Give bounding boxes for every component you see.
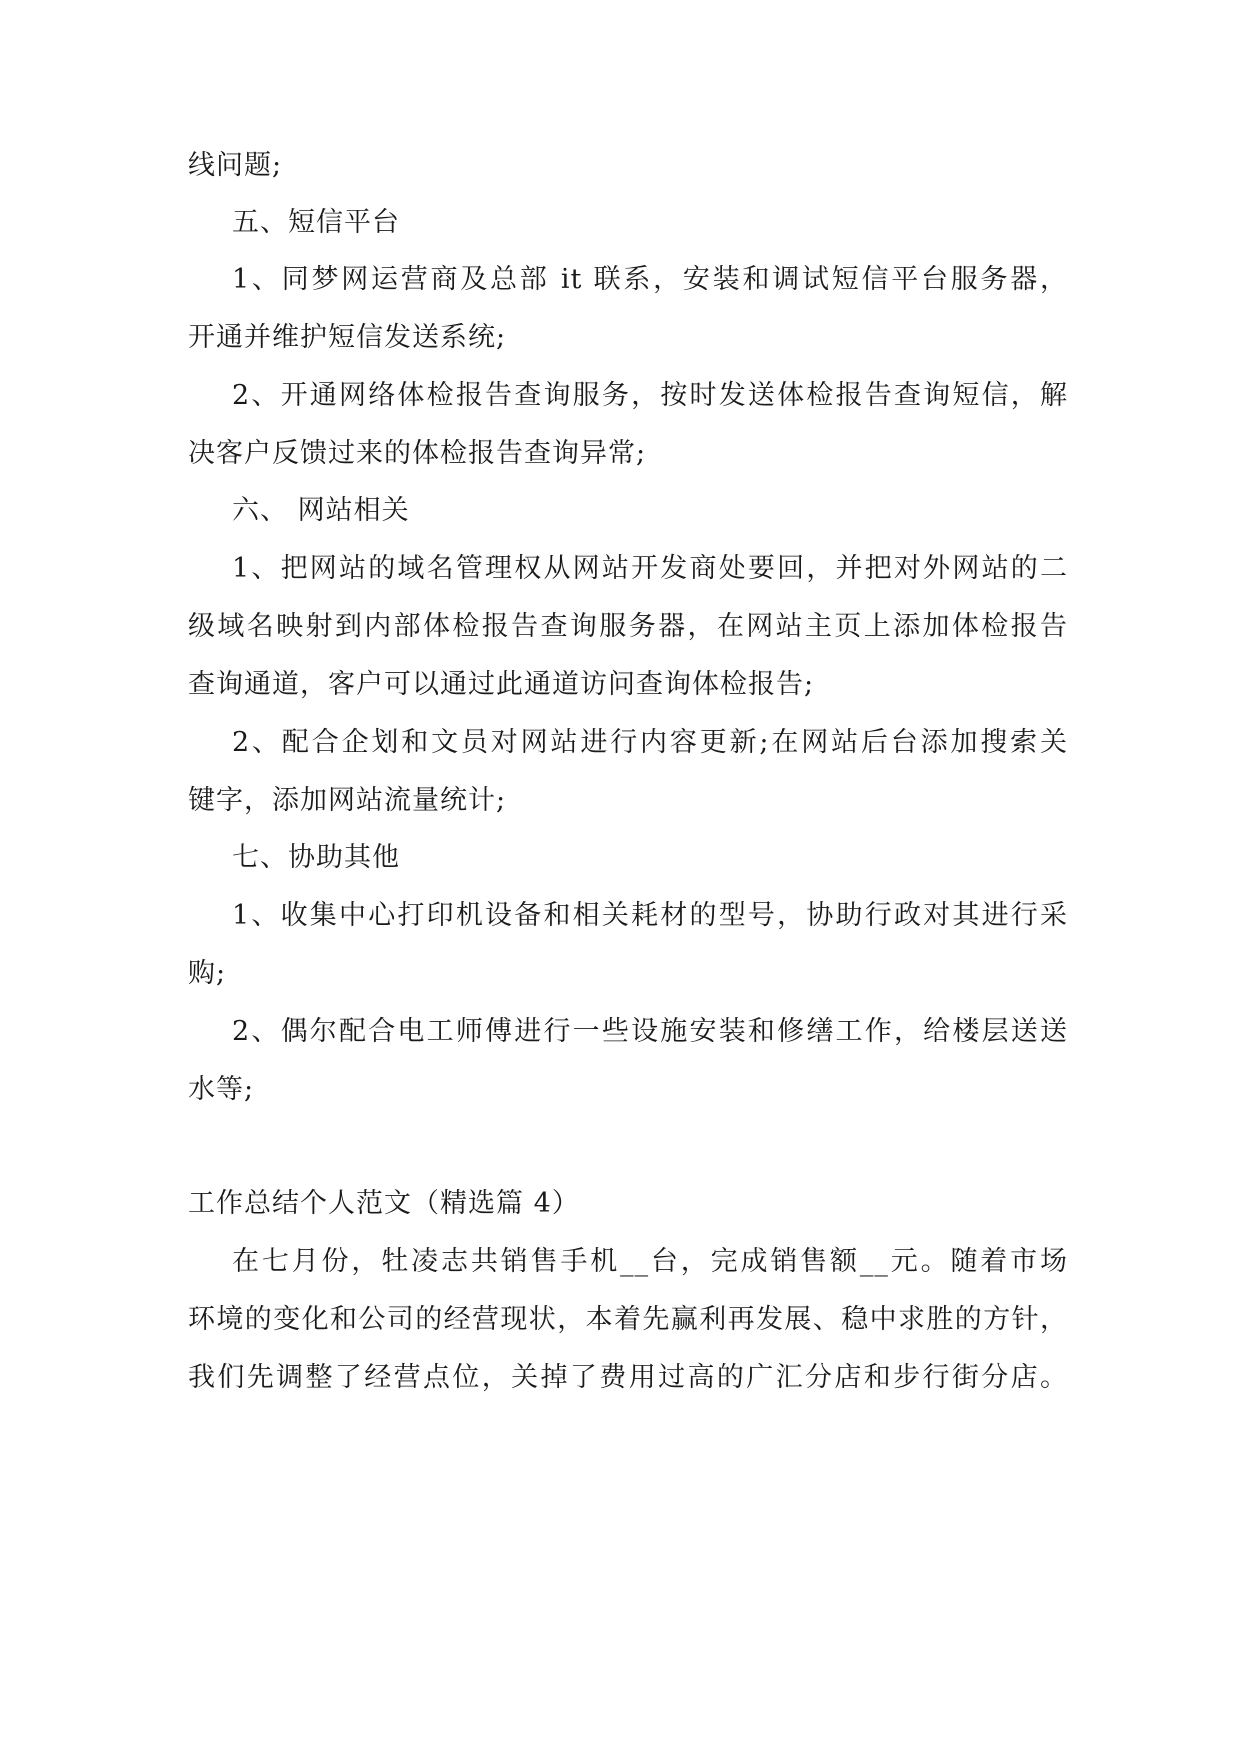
paragraph-line: 开通并维护短信发送系统; [188, 322, 507, 353]
paragraph-line: 1、收集中心打印机设备和相关耗材的型号，协助行政对其进行采 [232, 900, 1068, 931]
paragraph-line: 环境的变化和公司的经营现状，本着先赢利再发展、稳中求胜的方针， [188, 1304, 1068, 1335]
paragraph-line: 级域名映射到内部体检报告查询服务器，在网站主页上添加体检报告 [188, 611, 1068, 642]
section-heading-assist-other: 七、协助其他 [232, 842, 400, 873]
paragraph-line: 查询通道，客户可以通过此通道访问查询体检报告; [188, 669, 815, 700]
paragraph-line: 我们先调整了经营点位，关掉了费用过高的广汇分店和步行街分店。 [188, 1362, 1068, 1393]
paragraph-line: 2、配合企划和文员对网站进行内容更新;在网站后台添加搜索关 [232, 727, 1068, 758]
paragraph-line: 水等; [188, 1074, 255, 1105]
paragraph-line: 决客户反馈过来的体检报告查询异常; [188, 438, 647, 469]
section-heading-website: 六、 网站相关 [232, 495, 410, 526]
paragraph-line: 键字，添加网站流量统计; [188, 785, 507, 816]
paragraph-line: 1、把网站的域名管理权从网站开发商处要回，并把对外网站的二 [232, 553, 1068, 584]
paragraph-line: 购; [188, 958, 227, 989]
paragraph-line: 2、偶尔配合电工师傅进行一些设施安装和修缮工作，给楼层送送 [232, 1016, 1068, 1047]
paragraph-line: 线问题; [188, 150, 283, 181]
paragraph-line: 1、同梦网运营商及总部 it 联系，安装和调试短信平台服务器， [232, 264, 1068, 295]
paragraph-line: 在七月份，牡凌志共销售手机__台，完成销售额__元。随着市场 [232, 1246, 1068, 1277]
article-title: 工作总结个人范文（精选篇 4） [188, 1188, 580, 1219]
section-heading-sms-platform: 五、短信平台 [232, 207, 400, 238]
paragraph-line: 2、开通网络体检报告查询服务，按时发送体检报告查询短信，解 [232, 380, 1068, 411]
